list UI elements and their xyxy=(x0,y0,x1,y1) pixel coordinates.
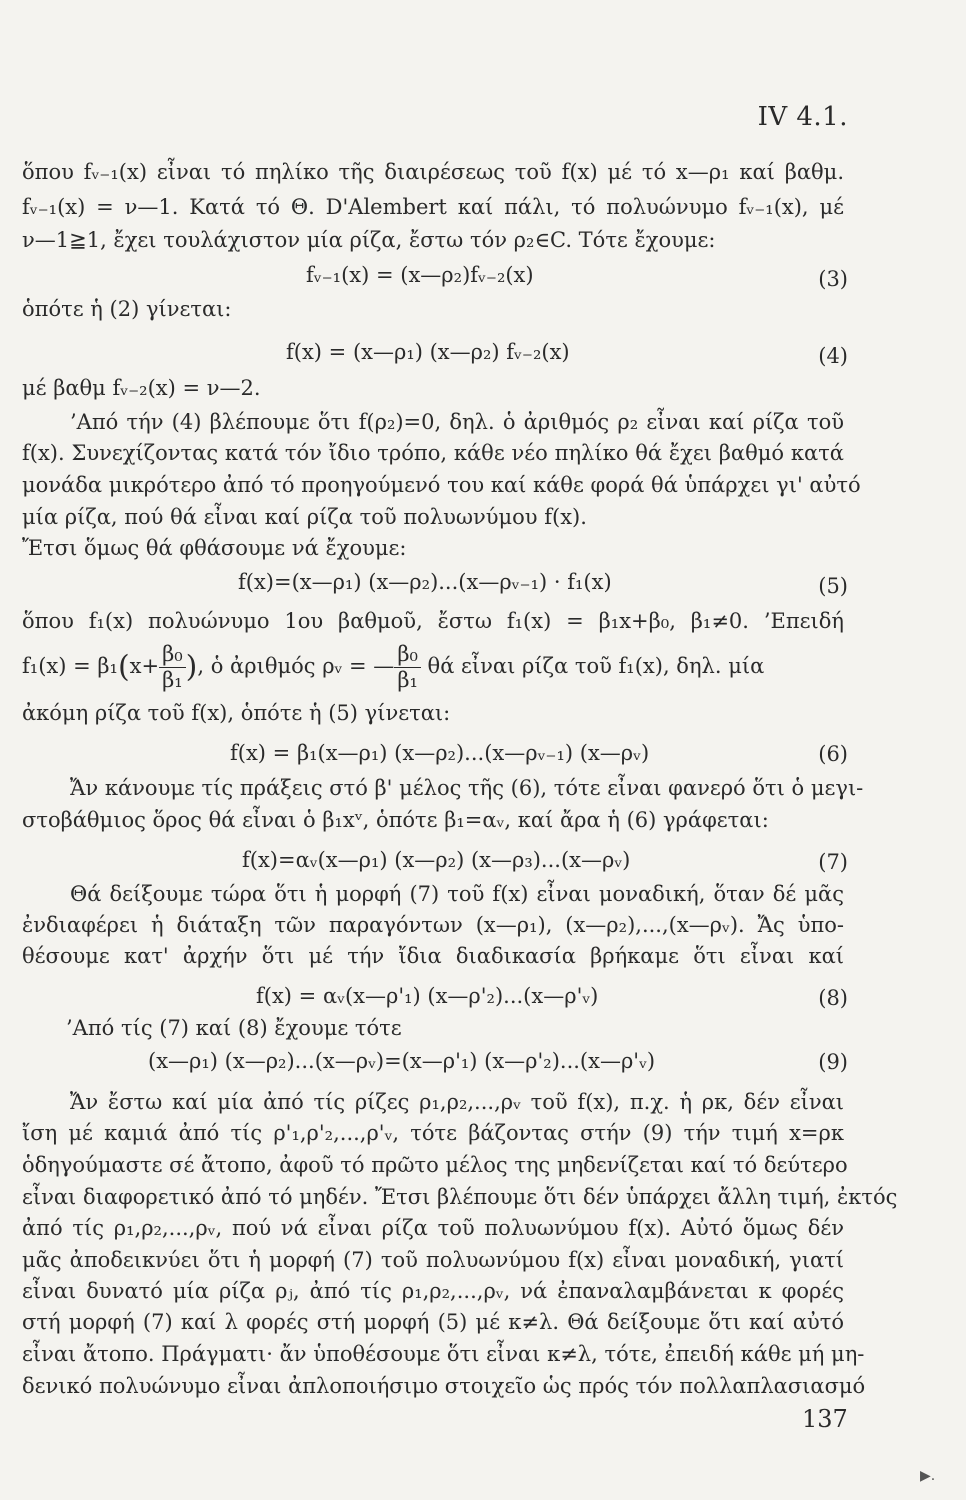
text-line: εἶναι διαφορετικό ἀπό τό μηδέν. Ἔτσι βλέπουμε ὅτι δέν ὑπάρχει ἄλλη τιμή, ἐκτός xyxy=(22,1185,898,1209)
numerator: β₀ xyxy=(159,642,186,668)
fraction xyxy=(394,642,421,693)
text-line: ἴση μέ καμιά ἀπό τίς ρ'₁,ρ'₂,...,ρ'ᵥ, τότε βάζοντας στήν (9) τήν τιμή x=ρκ xyxy=(22,1121,844,1145)
equation-number: (5) xyxy=(818,574,848,598)
paren-close: ) xyxy=(185,649,198,685)
text-fragment: x+ xyxy=(129,654,160,679)
corner-mark-icon: ▶. xyxy=(920,1468,936,1484)
section-header: IV 4.1. xyxy=(757,102,848,132)
equation-7: f(x)=αᵥ(x—ρ₁) (x—ρ₂) (x—ρ₃)...(x—ρᵥ) xyxy=(242,848,631,872)
equation-number: (8) xyxy=(818,986,848,1010)
page-number: 137 xyxy=(802,1405,848,1433)
text-line: μονάδα μικρότερο ἀπό τό προηγούμενό του καί κάθε φορά θά ὑπάρχει γι' αὐτό xyxy=(22,473,861,497)
text-line: εἶναι δυνατό μία ρίζα ρⱼ, ἀπό τίς ρ₁,ρ₂,...,ρᵥ, νά ἐπαναλαμβάνεται κ φορές xyxy=(22,1279,844,1303)
text-line: ἐνδιαφέρει ἡ διάταξη τῶν παραγόντων (x—ρ₁), (x—ρ₂),...,(x—ρᵥ). Ἄς ὑπο- xyxy=(22,913,844,937)
text-line: ν—1≧1, ἔχει τουλάχιστον μία ρίζα, ἔστω τόν ρ₂∈C. Τότε ἔχουμε: xyxy=(22,228,716,252)
text-line: μία ρίζα, πού θά εἶναι καί ρίζα τοῦ πολυωνύμου f(x). xyxy=(22,505,587,529)
fraction xyxy=(159,642,186,693)
text-line: ἀκόμη ρίζα τοῦ f(x), ὁπότε ἡ (5) γίνεται: xyxy=(22,701,451,725)
equation-number: (4) xyxy=(818,344,848,368)
equation-4: f(x) = (x—ρ₁) (x—ρ₂) fᵥ₋₂(x) xyxy=(286,340,570,364)
text-line: fᵥ₋₁(x) = ν—1. Κατά τό Θ. D'Alembert καί πάλι, τό πολυώνυμο fᵥ₋₁(x), μέ xyxy=(22,195,844,219)
text-line: μέ βαθμ fᵥ₋₂(x) = ν—2. xyxy=(22,376,261,400)
equation-3: fᵥ₋₁(x) = (x—ρ₂)fᵥ₋₂(x) xyxy=(306,263,534,287)
fraction-line xyxy=(22,642,844,693)
text-line: ὁπότε ἡ (2) γίνεται: xyxy=(22,297,232,321)
text-line: δενικό πολυώνυμο εἶναι ἀπλοποιήσιμο στοιχεῖο ὡς πρός τόν πολλαπλασιασμό xyxy=(22,1374,866,1398)
text-line: στή μορφή (7) καί λ φορές στή μορφή (5) μέ κ≠λ. Θά δείξουμε ὅτι καί αὐτό xyxy=(22,1310,844,1334)
text-line: ὁδηγούμαστε σέ ἄτοπο, ἀφοῦ τό πρῶτο μέλος της μηδενίζεται καί τό δεύτερο xyxy=(22,1153,848,1177)
text-line: στοβάθμιος ὅρος θά εἶναι ὁ β₁xᵛ, ὁπότε β₁=αᵥ, καί ἄρα ἡ (6) γράφεται: xyxy=(22,808,769,832)
text-line: ’Από τίς (7) καί (8) ἔχουμε τότε xyxy=(66,1016,402,1040)
denominator: β₁ xyxy=(397,668,418,693)
text-line: θέσουμε κατ' ἀρχήν ὅτι μέ τήν ἴδια διαδικασία βρήκαμε ὅτι εἶναι καί xyxy=(22,944,844,968)
text-line: Ἔτσι ὅμως θά φθάσουμε νά ἔχουμε: xyxy=(22,536,407,560)
denominator: β₁ xyxy=(162,668,183,693)
text-line: Θά δείξουμε τώρα ὅτι ἡ μορφή (7) τοῦ f(x) εἶναι μοναδική, ὅταν δέ μᾶς xyxy=(70,882,844,906)
equation-number: (7) xyxy=(818,850,848,874)
text-line: Ἄν κάνουμε τίς πράξεις στό β' μέλος τῆς (6), τότε εἶναι φανερό ὅτι ὁ μεγι- xyxy=(70,776,864,800)
text-line: ὅπου fᵥ₋₁(x) εἶναι τό πηλίκο τῆς διαιρέσεως τοῦ f(x) μέ τό x—ρ₁ καί βαθμ. xyxy=(22,160,844,184)
text-line: ’Από τήν (4) βλέπουμε ὅτι f(ρ₂)=0, δηλ. ὁ ἀριθμός ρ₂ εἶναι καί ρίζα τοῦ xyxy=(70,410,844,434)
text-line: Ἄν ἔστω καί μία ἀπό τίς ρίζες ρ₁,ρ₂,...,ρᵥ τοῦ f(x), π.χ. ἡ ρκ, δέν εἶναι xyxy=(70,1090,844,1114)
equation-8: f(x) = αᵥ(x—ρ'₁) (x—ρ'₂)...(x—ρ'ᵥ) xyxy=(256,984,599,1008)
text-line: εἶναι ἄτοπο. Πράγματι· ἄν ὑποθέσουμε ὅτι εἶναι κ≠λ, τότε, ἐπειδή κάθε μή μη- xyxy=(22,1342,865,1366)
text-fragment: , ὁ ἀριθμός ρᵥ = — xyxy=(197,654,395,679)
text-line: ἀπό τίς ρ₁,ρ₂,...,ρᵥ, πού νά εἶναι ρίζα τοῦ πολυωνύμου f(x). Αὐτό ὅμως δέν xyxy=(22,1216,844,1240)
equation-number: (9) xyxy=(818,1050,848,1074)
equation-number: (3) xyxy=(818,267,848,291)
text-line: ὅπου f₁(x) πολυώνυμο 1ου βαθμοῦ, ἔστω f₁(x) = β₁x+β₀, β₁≠0. ’Επειδή xyxy=(22,609,844,633)
equation-number: (6) xyxy=(818,742,848,766)
paren-open: ( xyxy=(117,649,130,685)
text-line: μᾶς ἀποδεικνύει ὅτι ἡ μορφή (7) τοῦ πολυωνύμου f(x) εἶναι μοναδική, γιατί xyxy=(22,1248,844,1272)
text-fragment: θά εἶναι ρίζα τοῦ f₁(x), δηλ. μία xyxy=(420,654,765,679)
equation-9: (x—ρ₁) (x—ρ₂)...(x—ρᵥ)=(x—ρ'₁) (x—ρ'₂)...(x—ρ'ᵥ) xyxy=(148,1049,656,1073)
text-line: f(x). Συνεχίζοντας κατά τόν ἴδιο τρόπο, κάθε νέο πηλίκο θά ἔχει βαθμό κατά xyxy=(22,441,844,465)
equation-5: f(x)=(x—ρ₁) (x—ρ₂)...(x—ρᵥ₋₁) · f₁(x) xyxy=(238,570,612,594)
equation-6: f(x) = β₁(x—ρ₁) (x—ρ₂)...(x—ρᵥ₋₁) (x—ρᵥ) xyxy=(230,741,650,765)
text-fragment: f₁(x) = β₁ xyxy=(22,654,118,679)
numerator: β₀ xyxy=(394,642,421,668)
